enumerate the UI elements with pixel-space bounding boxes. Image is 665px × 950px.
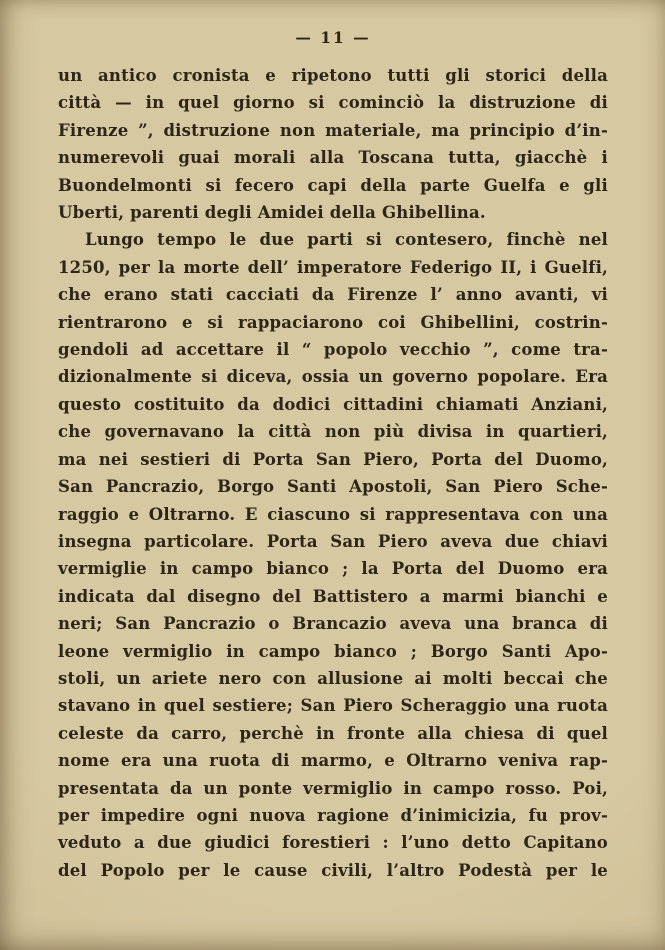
text-line: stoli, un ariete nero con allusione ai molti beccai che — [58, 668, 608, 688]
text-line: presentata da un ponte vermiglio in campo rosso. Poi, — [58, 778, 608, 798]
text-line: questo costituito da dodici cittadini chiamati Anziani, — [58, 394, 608, 414]
text-line: celeste da carro, perchè in fronte alla chiesa di quel — [58, 723, 608, 743]
text-line: 1250, per la morte dell’ imperatore Federigo II, i Guelfi, — [58, 257, 608, 277]
text-line: del Popolo per le cause civili, l’altro Podestà per le — [58, 860, 608, 880]
text-line: Uberti, parenti degli Amidei della Ghibellina. — [58, 203, 486, 223]
text-line: raggio e Oltrarno. E ciascuno si rappresentava con una — [58, 504, 608, 524]
text-line: indicata dal disegno del Battistero a marmi bianchi e — [58, 586, 608, 606]
text-line: gendoli ad accettare il “ popolo vecchio ”, come tra- — [58, 340, 608, 360]
text-line: stavano in quel sestiere; San Piero Scheraggio una ruota — [58, 696, 608, 716]
text-line: neri; San Pancrazio o Brancazio aveva una branca di — [58, 614, 608, 634]
text-line: per impedire ogni nuova ragione d’inimicizia, fu prov- — [58, 805, 608, 825]
text-line: insegna particolare. Porta San Piero aveva due chiavi — [58, 531, 608, 551]
text-line: che governavano la città non più divisa in quartieri, — [58, 422, 608, 442]
text-line: veduto a due giudici forestieri : l’uno detto Capitano — [58, 833, 608, 853]
text-line: rientrarono e si rappaciarono coi Ghibellini, costrin- — [58, 312, 608, 332]
paragraph — [58, 62, 608, 226]
page-text-block — [58, 62, 608, 884]
text-line: Firenze ”, distruzione non materiale, ma principio d’in- — [58, 120, 608, 140]
page-number: — 11 — — [295, 28, 371, 47]
text-line: ma nei sestieri di Porta San Piero, Porta del Duomo, — [58, 449, 608, 469]
text-line: nome era una ruota di marmo, e Oltrarno veniva rap- — [58, 751, 608, 771]
text-line: dizionalmente si diceva, ossia un governo popolare. Era — [58, 367, 608, 387]
text-line: vermiglie in campo bianco ; la Porta del Duomo era — [58, 559, 608, 579]
text-line: che erano stati cacciati da Firenze l’ anno avanti, vi — [58, 285, 608, 305]
text-line: San Pancrazio, Borgo Santi Apostoli, San Piero Sche- — [58, 477, 608, 497]
text-line: un antico cronista e ripetono tutti gli storici della — [58, 66, 608, 85]
text-line: numerevoli guai morali alla Toscana tutta, giacchè i — [58, 148, 608, 168]
paragraph — [58, 226, 608, 884]
page-header — [58, 28, 608, 47]
text-line: leone vermiglio in campo bianco ; Borgo Santi Apo- — [58, 641, 608, 661]
text-line: Buondelmonti si fecero capi della parte Guelfa e gli — [58, 175, 608, 195]
text-line: città — in quel giorno si cominciò la distruzione di — [58, 93, 608, 113]
text-line: Lungo tempo le due parti si contesero, finchè nel — [85, 230, 608, 250]
